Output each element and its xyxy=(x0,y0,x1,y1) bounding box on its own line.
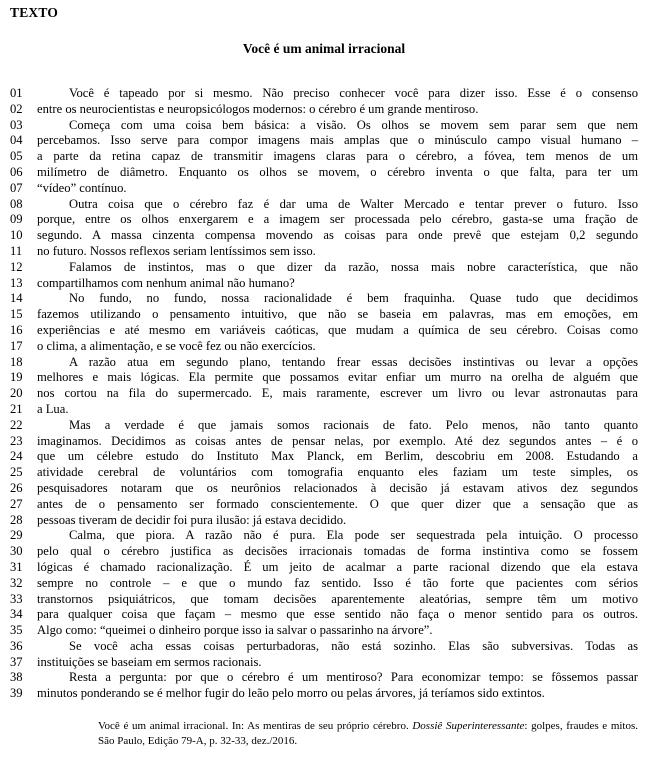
text-line xyxy=(10,592,638,608)
line-text: no futuro. Nossos reflexos seriam lentíssimos sem isso. xyxy=(37,243,316,258)
text-line xyxy=(10,212,638,228)
citation-source-name: Dossiê Superinteressante xyxy=(412,720,525,733)
line-text: para qualquer coisa que façam – mesmo que esse sentido não faça o menor sentido para os outros. xyxy=(37,607,638,622)
text-line xyxy=(10,149,638,165)
line-number: 14 xyxy=(10,291,23,306)
line-number: 34 xyxy=(10,607,23,622)
line-text: Outra coisa que o cérebro faz é dar uma de Walter Mercado e tentar prever o futuro. Isso xyxy=(69,196,638,211)
text-line xyxy=(10,339,638,355)
text-line xyxy=(10,102,638,118)
line-text: minutos ponderando se é melhor fugir do leão pelo morro ou pelas árvores, já teríamos sido extintos. xyxy=(37,686,545,701)
line-text: A razão atua em segundo plano, tentando frear essas decisões instintivas ou levar a opções xyxy=(69,354,638,369)
text-line xyxy=(10,355,638,371)
text-line xyxy=(10,465,638,481)
line-text: segundo. A massa cinzenta compensa movendo as coisas para onde prevê que estejam 0,2 segundo xyxy=(37,228,638,243)
text-line xyxy=(10,323,638,339)
text-body xyxy=(10,86,638,702)
line-text: fazemos utilizando o pensamento intuitivo, que não se baseia em palavras, mas em emoções, em xyxy=(37,307,638,322)
line-text: sempre no controle – e que o mundo faz sentido. Isso é tão forte que pacientes com sérios xyxy=(37,575,638,590)
line-number: 05 xyxy=(10,149,23,164)
line-number: 37 xyxy=(10,654,23,669)
line-number: 20 xyxy=(10,386,23,401)
text-line xyxy=(10,386,638,402)
text-line xyxy=(10,481,638,497)
line-number: 26 xyxy=(10,480,23,495)
text-line xyxy=(10,449,638,465)
line-number: 19 xyxy=(10,370,23,385)
text-line xyxy=(10,513,638,529)
text-line xyxy=(10,655,638,671)
text-line xyxy=(10,670,638,686)
line-text: pesquisadores notaram que os neurônios relacionados à decisão já estavam ativos dez segundos xyxy=(37,480,638,495)
text-line xyxy=(10,402,638,418)
line-number: 22 xyxy=(10,417,23,432)
line-text: pelo qual o cérebro justifica as decisões irracionais tomadas de forma instintiva como se fossem xyxy=(37,544,638,559)
line-number: 04 xyxy=(10,133,23,148)
line-text: Mas a verdade é que jamais somos racionais de fato. Pelo menos, não tanto quanto xyxy=(69,417,638,432)
text-line xyxy=(10,228,638,244)
line-number: 13 xyxy=(10,275,23,290)
line-number: 35 xyxy=(10,623,23,638)
citation-text-pre: Você é um animal irracional. In: As mentiras de seu próprio cérebro. xyxy=(98,720,413,733)
citation-text-post: : golpes, fraudes e mitos. São Paulo, Edição 79-A, p. 32-33, dez./2016. xyxy=(98,720,639,747)
line-text: “vídeo” contínuo. xyxy=(37,180,127,195)
text-line xyxy=(10,639,638,655)
text-line xyxy=(10,560,638,576)
line-text: Você é tapeado por si mesmo. Não preciso conhecer você para dizer isso. Esse é o consenso xyxy=(69,86,638,100)
line-number: 11 xyxy=(10,243,23,258)
text-line xyxy=(10,181,638,197)
line-text: entre os neurocientistas e neuropsicólogos modernos: o cérebro é um grande mentiroso. xyxy=(37,101,479,116)
line-number: 28 xyxy=(10,512,23,527)
line-number: 08 xyxy=(10,196,23,211)
line-number: 02 xyxy=(10,101,23,116)
page-title: Você é um animal irracional xyxy=(242,41,406,56)
line-number: 31 xyxy=(10,559,23,574)
line-number: 25 xyxy=(10,465,23,480)
text-line xyxy=(10,165,638,181)
text-line xyxy=(10,118,638,134)
line-text: a parte da retina capaz de transmitir imagens claras para o cérebro, a fóvea, tem menos de um xyxy=(37,149,638,164)
line-text: Falamos de instintos, mas o que dizer da razão, nossa mais nobre característica, que não xyxy=(69,259,638,274)
line-number: 01 xyxy=(10,86,23,100)
line-text: No fundo, no fundo, nossa racionalidade é bem fraquinha. Quase tudo que decidimos xyxy=(69,291,638,306)
line-number: 17 xyxy=(10,338,23,353)
text-line xyxy=(10,260,638,276)
text-line xyxy=(10,133,638,149)
line-text: milímetro de diâmetro. Enquanto os olhos se movem, o cérebro inventa o que falta, para ter um xyxy=(37,164,638,179)
line-text: Algo como: “queimei o dinheiro porque isso ia salvar o passarinho na árvore”. xyxy=(37,623,433,638)
line-text: lógicas é chamado racionalização. É um jeito de acalmar a parte racional dizendo que ela estava xyxy=(37,559,638,574)
line-number: 30 xyxy=(10,544,23,559)
line-number: 38 xyxy=(10,670,23,685)
line-text: experiências e até mesmo em variáveis caóticas, que mudam a química de seu cérebro. Coisas como xyxy=(37,322,638,337)
line-text: melhores e mais lógicas. Ela permite que possamos evitar enfiar um murro na orelha de alguém que xyxy=(37,370,638,385)
line-number: 36 xyxy=(10,638,23,653)
line-number: 15 xyxy=(10,307,23,322)
line-number: 33 xyxy=(10,591,23,606)
text-line xyxy=(10,418,638,434)
line-text: percebamos. Isso serve para compor imagens mais amplas que o minúsculo campo visual humano – xyxy=(37,133,638,148)
line-text: compartilhamos com nenhum animal não humano? xyxy=(37,275,295,290)
text-line xyxy=(10,623,638,639)
line-text: pessoas tiveram de decidir foi pura ilusão: já estava decidido. xyxy=(37,512,347,527)
line-number: 29 xyxy=(10,528,23,543)
text-line xyxy=(10,686,638,702)
line-number: 10 xyxy=(10,228,23,243)
text-line xyxy=(10,370,638,386)
line-text: a Lua. xyxy=(37,401,69,416)
text-line xyxy=(10,244,638,260)
line-text: Calma, que piora. A razão não é pura. Ela pode ser sequestrada pela intuição. O processo xyxy=(69,528,638,543)
line-text: nos cortou na fila do supermercado. E, mais raramente, escrever um livro ou levar astronautas para xyxy=(37,386,638,401)
text-line xyxy=(10,276,638,292)
text-line xyxy=(10,86,638,102)
line-number: 09 xyxy=(10,212,23,227)
text-line xyxy=(10,544,638,560)
text-line xyxy=(10,528,638,544)
line-number: 24 xyxy=(10,449,23,464)
line-number: 18 xyxy=(10,354,23,369)
line-text: antes de o pensamento ser formado conscientemente. O que quer dizer que a sensação que as xyxy=(37,496,638,511)
line-text: Começa com uma coisa bem básica: a visão. Os olhos se movem sem parar sem que nem xyxy=(69,117,638,132)
text-line xyxy=(10,607,638,623)
text-line xyxy=(10,291,638,307)
line-text: Se você acha essas coisas perturbadoras, não está sozinho. Elas são subversivas. Todas as xyxy=(69,638,638,653)
line-number: 06 xyxy=(10,164,23,179)
line-text: porque, entre os olhos enxergarem e a imagem ser processada pelo cérebro, gasta-se uma fração de xyxy=(37,212,638,227)
line-number: 21 xyxy=(10,401,23,416)
line-text: o clima, a alimentação, e se você fez ou não exercícios. xyxy=(37,338,316,353)
source-citation xyxy=(98,719,638,748)
text-line xyxy=(10,197,638,213)
text-line xyxy=(10,497,638,513)
text-line xyxy=(10,434,638,450)
section-label: TEXTO xyxy=(10,5,59,20)
line-number: 12 xyxy=(10,259,23,274)
line-number: 39 xyxy=(10,686,23,701)
line-number: 27 xyxy=(10,496,23,511)
line-text: atividade cerebral de voluntários com tomografia enquanto eles faziam um teste simples, os xyxy=(37,465,638,480)
text-line xyxy=(10,307,638,323)
line-text: imaginamos. Decidimos as coisas antes de pensar nelas, por exemplo. Até dez segundos antes – é o xyxy=(37,433,638,448)
line-number: 07 xyxy=(10,180,23,195)
text-line xyxy=(10,576,638,592)
line-text: que um célebre estudo do Instituto Max Planck, em Berlim, descobriu em 2008. Estudando a xyxy=(37,449,638,464)
line-number: 32 xyxy=(10,575,23,590)
line-text: Resta a pergunta: por que o cérebro é um mentiroso? Para economizar tempo: se fôssemos passar xyxy=(69,670,638,685)
line-text: instituições se baseiam em sermos racionais. xyxy=(37,654,262,669)
line-number: 23 xyxy=(10,433,23,448)
line-number: 16 xyxy=(10,322,23,337)
line-number: 03 xyxy=(10,117,23,132)
line-text: transtornos psiquiátricos, que tomam decisões aparentemente aleatórias, sempre têm um motivo xyxy=(37,591,638,606)
